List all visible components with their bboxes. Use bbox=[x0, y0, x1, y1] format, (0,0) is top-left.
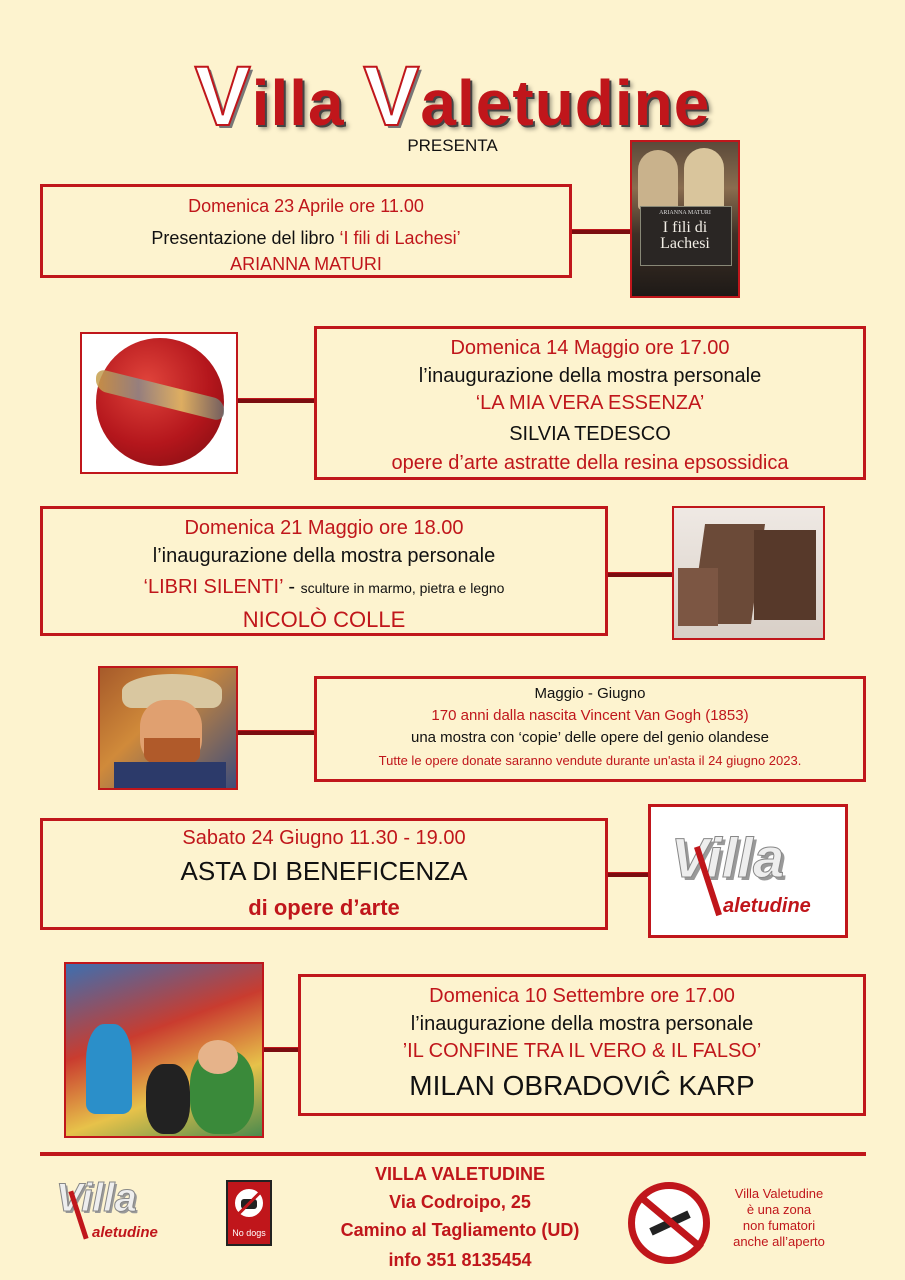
event-note: Tutte le opere donate saranno vendute durante un'asta il 24 giugno 2023. bbox=[378, 753, 802, 768]
exhibition-title: ’IL CONFINE TRA IL VERO & IL FALSO’ bbox=[402, 1040, 762, 1062]
exhibition-description: opere d’arte astratte della resina epsossidica bbox=[391, 452, 789, 474]
event-line-prefix: Presentazione del libro bbox=[151, 228, 340, 248]
event-date: Sabato 24 Giugno 11.30 - 19.00 bbox=[182, 827, 466, 849]
book-cover-author: ARIANNA MATURI bbox=[659, 210, 711, 216]
footer-logo-top: Villa bbox=[56, 1176, 137, 1220]
footer-divider bbox=[40, 1152, 866, 1156]
exhibition-subtitle: sculture in marmo, pietra e legno bbox=[300, 580, 505, 596]
connector-line bbox=[608, 872, 650, 877]
title-letter-v2: V bbox=[363, 49, 421, 143]
footer-logo-bottom: aletudine bbox=[92, 1224, 158, 1241]
event-line: l’inaugurazione della mostra personale bbox=[418, 365, 762, 387]
no-smoking-note bbox=[716, 1186, 842, 1250]
event-card-1 bbox=[40, 184, 572, 278]
no-dogs-label: No dogs bbox=[232, 1228, 266, 1238]
smoke-note-line: Villa Valetudine bbox=[734, 1186, 824, 1201]
villa-logo-bottom: aletudine bbox=[723, 895, 811, 917]
connector-line bbox=[264, 1047, 300, 1052]
title-separator: - bbox=[282, 576, 301, 598]
event-date: Maggio - Giugno bbox=[534, 685, 646, 702]
no-dogs-icon bbox=[232, 1186, 266, 1220]
no-dogs-sign bbox=[226, 1180, 272, 1246]
book-cover-title: I fili di Lachesi bbox=[660, 219, 710, 252]
villa-logo-top: Villa bbox=[671, 826, 785, 889]
exhibition-title-line bbox=[43, 569, 605, 607]
footer-name: VILLA VALETUDINE bbox=[375, 1164, 545, 1184]
event-title: ASTA DI BENEFICENZA bbox=[180, 856, 468, 886]
artist-name: MILAN OBRADOVIĈ KARP bbox=[409, 1070, 755, 1101]
title-letter-v1: V bbox=[194, 49, 252, 143]
event-line bbox=[43, 225, 569, 251]
event-card-3 bbox=[40, 506, 608, 636]
footer-info: info 351 8135454 bbox=[388, 1250, 532, 1270]
connector-line bbox=[238, 730, 316, 735]
subtitle: PRESENTA bbox=[407, 136, 498, 155]
villa-logo bbox=[665, 825, 835, 925]
connector-line bbox=[238, 398, 316, 403]
event-card-5 bbox=[40, 818, 608, 930]
artist-name: SILVIA TEDESCO bbox=[509, 423, 671, 445]
connector-line bbox=[572, 229, 630, 234]
event-subtitle: di opere d’arte bbox=[248, 895, 400, 920]
caricature-painting-image bbox=[64, 962, 264, 1138]
event-card-6 bbox=[298, 974, 866, 1116]
exhibition-title: ‘LIBRI SILENTI’ bbox=[143, 576, 283, 598]
artist-name: NICOLÒ COLLE bbox=[242, 607, 406, 632]
no-smoking-icon bbox=[628, 1182, 710, 1264]
event-line: l’inaugurazione della mostra personale bbox=[152, 545, 496, 567]
connector-line bbox=[608, 572, 674, 577]
footer-address: Via Codroipo, 25 bbox=[389, 1192, 531, 1212]
title-segment-1: illa bbox=[251, 67, 364, 139]
event-line: l’inaugurazione della mostra personale bbox=[410, 1013, 754, 1035]
footer-city: Camino al Tagliamento (UD) bbox=[340, 1220, 580, 1240]
event-date: Domenica 14 Maggio ore 17.00 bbox=[450, 337, 730, 359]
footer-villa-logo bbox=[52, 1176, 172, 1246]
book-cover-image bbox=[630, 140, 740, 298]
resin-art-image bbox=[80, 332, 238, 474]
book-title: ‘I fili di Lachesi’ bbox=[339, 228, 461, 248]
smoke-note-line: anche all’aperto bbox=[733, 1234, 825, 1249]
exhibition-title: ‘LA MIA VERA ESSENZA’ bbox=[475, 392, 705, 414]
page-title bbox=[0, 48, 905, 145]
event-card-2 bbox=[314, 326, 866, 480]
event-line: una mostra con ‘copie’ delle opere del genio olandese bbox=[410, 729, 770, 746]
van-gogh-portrait-image bbox=[98, 666, 238, 790]
event-date: Domenica 10 Settembre ore 17.00 bbox=[429, 985, 735, 1007]
smoke-note-line: non fumatori bbox=[742, 1218, 816, 1233]
event-date: Domenica 23 Aprile ore 11.00 bbox=[188, 196, 424, 216]
event-author: ARIANNA MATURI bbox=[230, 254, 382, 274]
event-card-4 bbox=[314, 676, 866, 782]
event-line: 170 anni dalla nascita Vincent Van Gogh (1853) bbox=[431, 707, 749, 724]
event-date: Domenica 21 Maggio ore 18.00 bbox=[184, 517, 464, 539]
smoke-note-line: è una zona bbox=[746, 1202, 812, 1217]
title-segment-2: aletudine bbox=[420, 67, 711, 139]
villa-logo-card bbox=[648, 804, 848, 938]
sculpture-image bbox=[672, 506, 825, 640]
